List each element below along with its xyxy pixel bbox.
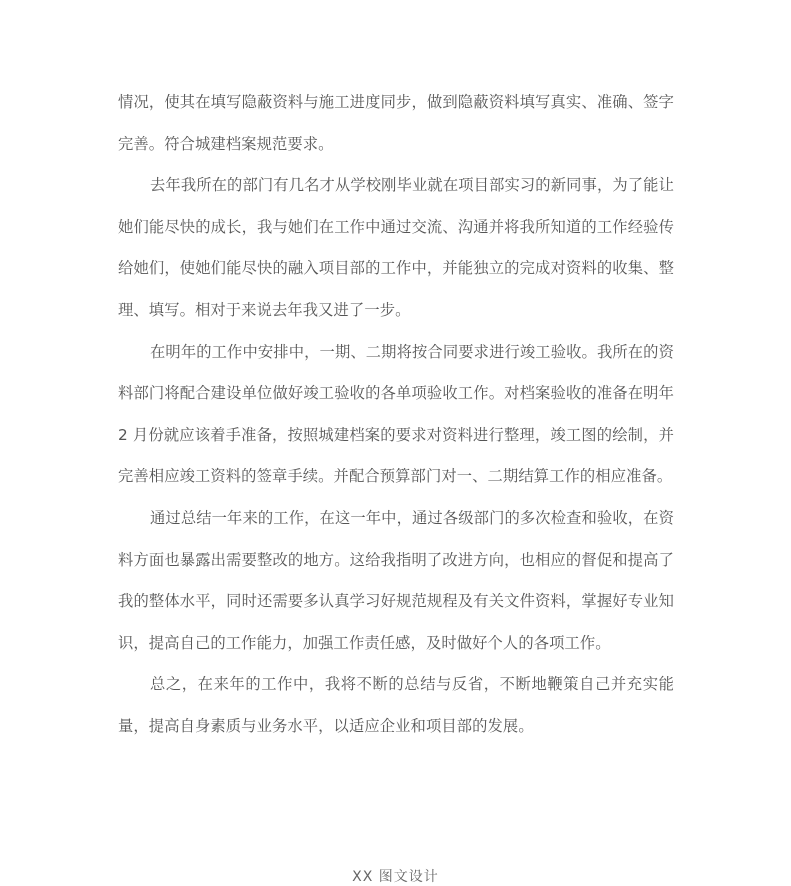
page-footer: XX 图文设计 [352,869,439,885]
paragraph-2: 去年我所在的部门有几名才从学校刚毕业就在项目部实习的新同事，为了能让她们能尽快的成长，我与她们在工作中通过交流、沟通并将我所知道的工作经验传给她们，使她们能尽快的融入项目部的工作中，并能独立的完成对资料的收集、整理、填写。相对于来说去年我又进了一步。 [118,176,674,319]
paragraph-4: 通过总结一年来的工作，在这一年中，通过各级部门的多次检查和验收，在资料方面也暴露出需要整改的地方。这给我指明了改进方向，也相应的督促和提高了我的整体水平，同时还需要多认真学习好规范规程及有关文件资料，掌握好专业知识，提高自己的工作能力，加强工作责任感，及时做好个人的各项工作。 [118,508,674,652]
document-body [118,82,674,748]
paragraph-3: 在明年的工作中安排中，一期、二期将按合同要求进行竣工验收。我所在的资料部门将配合建设单位做好竣工验收的各单项验收工作。对档案验收的准备在明年 2 月份就应该着手准备，按照城建档案的要求对资料进行整理，竣工图的绘制，并完善相应竣工资料的签章手续。并配合预算部门对一、二期结算工作的相应准备。 [118,342,674,486]
paragraph-5: 总之，在来年的工作中，我将不断的总结与反省，不断地鞭策自己并充实能量，提高自身素质与业务水平，以适应企业和项目部的发展。 [118,675,674,735]
paragraph-1: 情况，使其在填写隐蔽资料与施工进度同步，做到隐蔽资料填写真实、准确、签字完善。符合城建档案规范要求。 [118,93,674,153]
